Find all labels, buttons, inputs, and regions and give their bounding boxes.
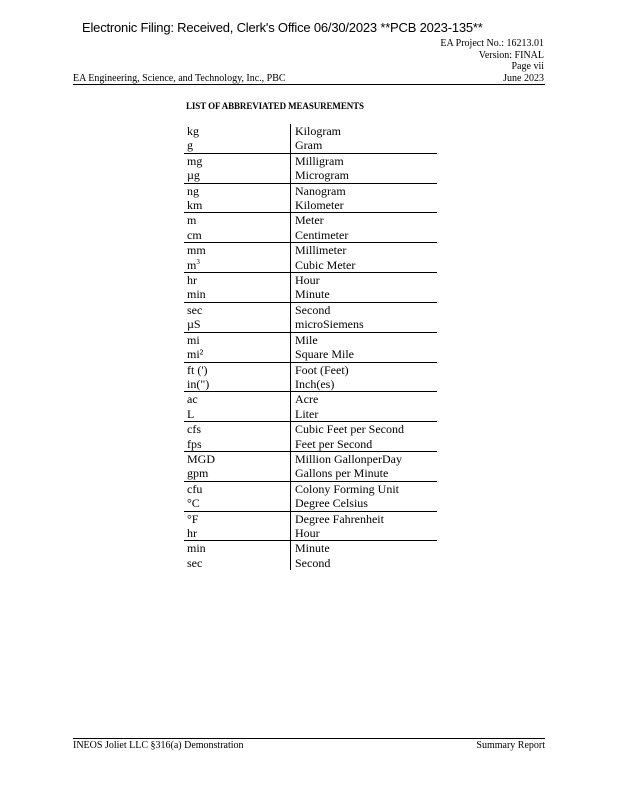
table-row bbox=[184, 168, 437, 183]
meaning-cell: Gallons per Minute bbox=[295, 466, 389, 481]
abbreviation-text: min bbox=[187, 541, 206, 556]
abbreviation-cell bbox=[184, 138, 291, 153]
table-row bbox=[184, 273, 437, 288]
table-row bbox=[184, 317, 437, 332]
table-row bbox=[184, 243, 437, 258]
abbreviation-superscript: 3 bbox=[196, 257, 200, 266]
abbreviation-cell bbox=[184, 556, 291, 570]
meaning-cell: Cubic Feet per Second bbox=[291, 422, 438, 437]
table-row bbox=[184, 541, 437, 556]
table-row bbox=[184, 466, 437, 481]
meaning-cell: Gram bbox=[295, 138, 323, 153]
table-row bbox=[184, 183, 437, 198]
table-row bbox=[184, 496, 437, 511]
abbreviation-text: ng bbox=[187, 183, 199, 198]
abbreviation-text: °C bbox=[187, 496, 200, 511]
meaning-cell: Microgram bbox=[295, 168, 349, 183]
section-title: LIST OF ABBREVIATED MEASUREMENTS bbox=[186, 101, 364, 111]
meaning-cell: Minute bbox=[295, 287, 330, 302]
abbreviation-cell bbox=[184, 168, 291, 183]
meaning-cell: Mile bbox=[291, 332, 438, 347]
abbreviation-text: sec bbox=[187, 302, 203, 317]
meaning-cell: Second bbox=[295, 555, 331, 570]
table-row bbox=[184, 377, 437, 392]
abbreviation-cell bbox=[184, 183, 291, 198]
meaning-cell: Meter bbox=[291, 213, 438, 228]
abbreviation-text: in(") bbox=[187, 376, 210, 391]
filing-stamp: Electronic Filing: Received, Clerk's Office 06/30/2023 **PCB 2023-135** bbox=[82, 20, 483, 35]
version: Version: FINAL bbox=[478, 49, 544, 61]
footer-document-title: INEOS Joliet LLC §316(a) Demonstration bbox=[73, 740, 244, 751]
abbreviation-text: min bbox=[187, 287, 206, 302]
abbreviation-text: L bbox=[187, 406, 195, 421]
abbreviation-text: km bbox=[187, 198, 203, 213]
abbreviation-text: ft (') bbox=[187, 362, 208, 377]
table-row bbox=[184, 481, 437, 496]
abbreviation-text: m bbox=[187, 213, 197, 228]
abbreviations-table bbox=[184, 124, 437, 570]
abbreviation-text: sec bbox=[187, 555, 203, 570]
meaning-cell: Millimeter bbox=[291, 243, 438, 258]
abbreviation-cell bbox=[184, 437, 291, 452]
abbreviation-cell bbox=[184, 258, 291, 273]
abbreviation-cell bbox=[184, 347, 291, 362]
table-row bbox=[184, 153, 437, 168]
meaning-cell: Degree Celsius bbox=[295, 496, 368, 511]
abbreviation-text: hr bbox=[187, 273, 197, 288]
table-row bbox=[184, 258, 437, 273]
meaning-cell: Centimeter bbox=[295, 227, 349, 242]
table-row bbox=[184, 437, 437, 452]
abbreviation-text: MGD bbox=[187, 451, 216, 466]
abbreviation-cell bbox=[184, 287, 291, 302]
meaning-cell: Acre bbox=[291, 392, 438, 407]
abbreviation-cell bbox=[184, 451, 291, 466]
table-row bbox=[184, 347, 437, 362]
abbreviation-cell bbox=[184, 466, 291, 481]
abbreviation-cell bbox=[184, 317, 291, 332]
abbreviation-cell bbox=[184, 541, 291, 556]
meaning-cell: Hour bbox=[291, 273, 438, 288]
abbreviation-cell bbox=[184, 526, 291, 541]
page-number: Page vii bbox=[511, 61, 544, 72]
abbreviation-text: fps bbox=[187, 436, 202, 451]
meaning-cell: Million GallonperDay bbox=[291, 451, 438, 466]
meaning-cell: Cubic Meter bbox=[295, 257, 356, 272]
abbreviation-text: ac bbox=[187, 392, 198, 407]
table-row bbox=[184, 124, 437, 138]
footer-report-type: Summary Report bbox=[476, 740, 545, 751]
meaning-cell: Kilometer bbox=[295, 198, 344, 213]
table-row bbox=[184, 511, 437, 526]
meaning-cell: Milligram bbox=[291, 153, 438, 168]
meaning-cell: Feet per Second bbox=[295, 436, 373, 451]
abbreviation-cell bbox=[184, 124, 291, 138]
abbreviation-cell bbox=[184, 198, 291, 213]
abbreviation-text: µg bbox=[187, 168, 200, 183]
company-name: EA Engineering, Science, and Technology, Inc., PBC bbox=[73, 73, 286, 84]
abbreviation-text: mm bbox=[187, 243, 206, 258]
abbreviation-cell bbox=[184, 362, 291, 377]
table-row bbox=[184, 228, 437, 243]
table-row bbox=[184, 332, 437, 347]
abbreviation-text: g bbox=[187, 138, 193, 153]
abbreviation-cell bbox=[184, 213, 291, 228]
table-row bbox=[184, 451, 437, 466]
abbreviation-text: cfs bbox=[187, 422, 201, 437]
table-row bbox=[184, 422, 437, 437]
abbreviation-cell bbox=[184, 377, 291, 392]
meaning-cell: microSiemens bbox=[295, 317, 364, 332]
meaning-cell: Hour bbox=[295, 525, 320, 540]
table-row bbox=[184, 198, 437, 213]
abbreviation-cell bbox=[184, 153, 291, 168]
meaning-cell: Minute bbox=[291, 541, 438, 556]
abbreviation-text: µS bbox=[187, 317, 201, 332]
abbreviation-text: gpm bbox=[187, 466, 209, 481]
header-rule bbox=[73, 84, 545, 85]
abbreviation-text: hr bbox=[187, 525, 197, 540]
meaning-cell: Liter bbox=[295, 406, 319, 421]
abbreviation-text: m bbox=[187, 257, 197, 272]
meaning-cell: Square Mile bbox=[295, 347, 354, 362]
abbreviation-cell bbox=[184, 407, 291, 422]
abbreviation-cell bbox=[184, 481, 291, 496]
abbreviation-cell bbox=[184, 496, 291, 511]
table-row bbox=[184, 526, 437, 541]
meaning-cell: Colony Forming Unit bbox=[291, 481, 438, 496]
abbreviation-text: cfu bbox=[187, 481, 203, 496]
meaning-cell: Kilogram bbox=[295, 124, 341, 138]
table-row bbox=[184, 362, 437, 377]
table-row bbox=[184, 138, 437, 153]
abbreviation-text: mi bbox=[187, 332, 200, 347]
abbreviation-cell bbox=[184, 392, 291, 407]
abbreviation-cell bbox=[184, 273, 291, 288]
meaning-cell: Degree Fahrenheit bbox=[291, 511, 438, 526]
table-row bbox=[184, 213, 437, 228]
abbreviation-cell bbox=[184, 243, 291, 258]
abbreviation-text: mi² bbox=[187, 347, 204, 362]
table-row bbox=[184, 302, 437, 317]
abbreviation-text: mg bbox=[187, 153, 203, 168]
table-row bbox=[184, 287, 437, 302]
abbreviation-cell bbox=[184, 511, 291, 526]
abbreviation-cell bbox=[184, 422, 291, 437]
header-meta bbox=[440, 38, 544, 84]
abbreviation-cell bbox=[184, 228, 291, 243]
table-row bbox=[184, 407, 437, 422]
document-date: June 2023 bbox=[503, 72, 544, 84]
project-number: EA Project No.: 16213.01 bbox=[440, 38, 544, 49]
abbreviation-text: °F bbox=[187, 511, 199, 526]
footer-rule bbox=[73, 738, 545, 739]
abbreviation-cell bbox=[184, 332, 291, 347]
meaning-cell: Foot (Feet) bbox=[291, 362, 438, 377]
meaning-cell: Second bbox=[291, 302, 438, 317]
abbreviation-text: cm bbox=[187, 227, 202, 242]
meaning-cell: Inch(es) bbox=[295, 376, 335, 391]
table-row bbox=[184, 392, 437, 407]
meaning-cell: Nanogram bbox=[291, 183, 438, 198]
abbreviation-text: kg bbox=[187, 124, 199, 138]
abbreviation-cell bbox=[184, 302, 291, 317]
table-row bbox=[184, 556, 437, 570]
